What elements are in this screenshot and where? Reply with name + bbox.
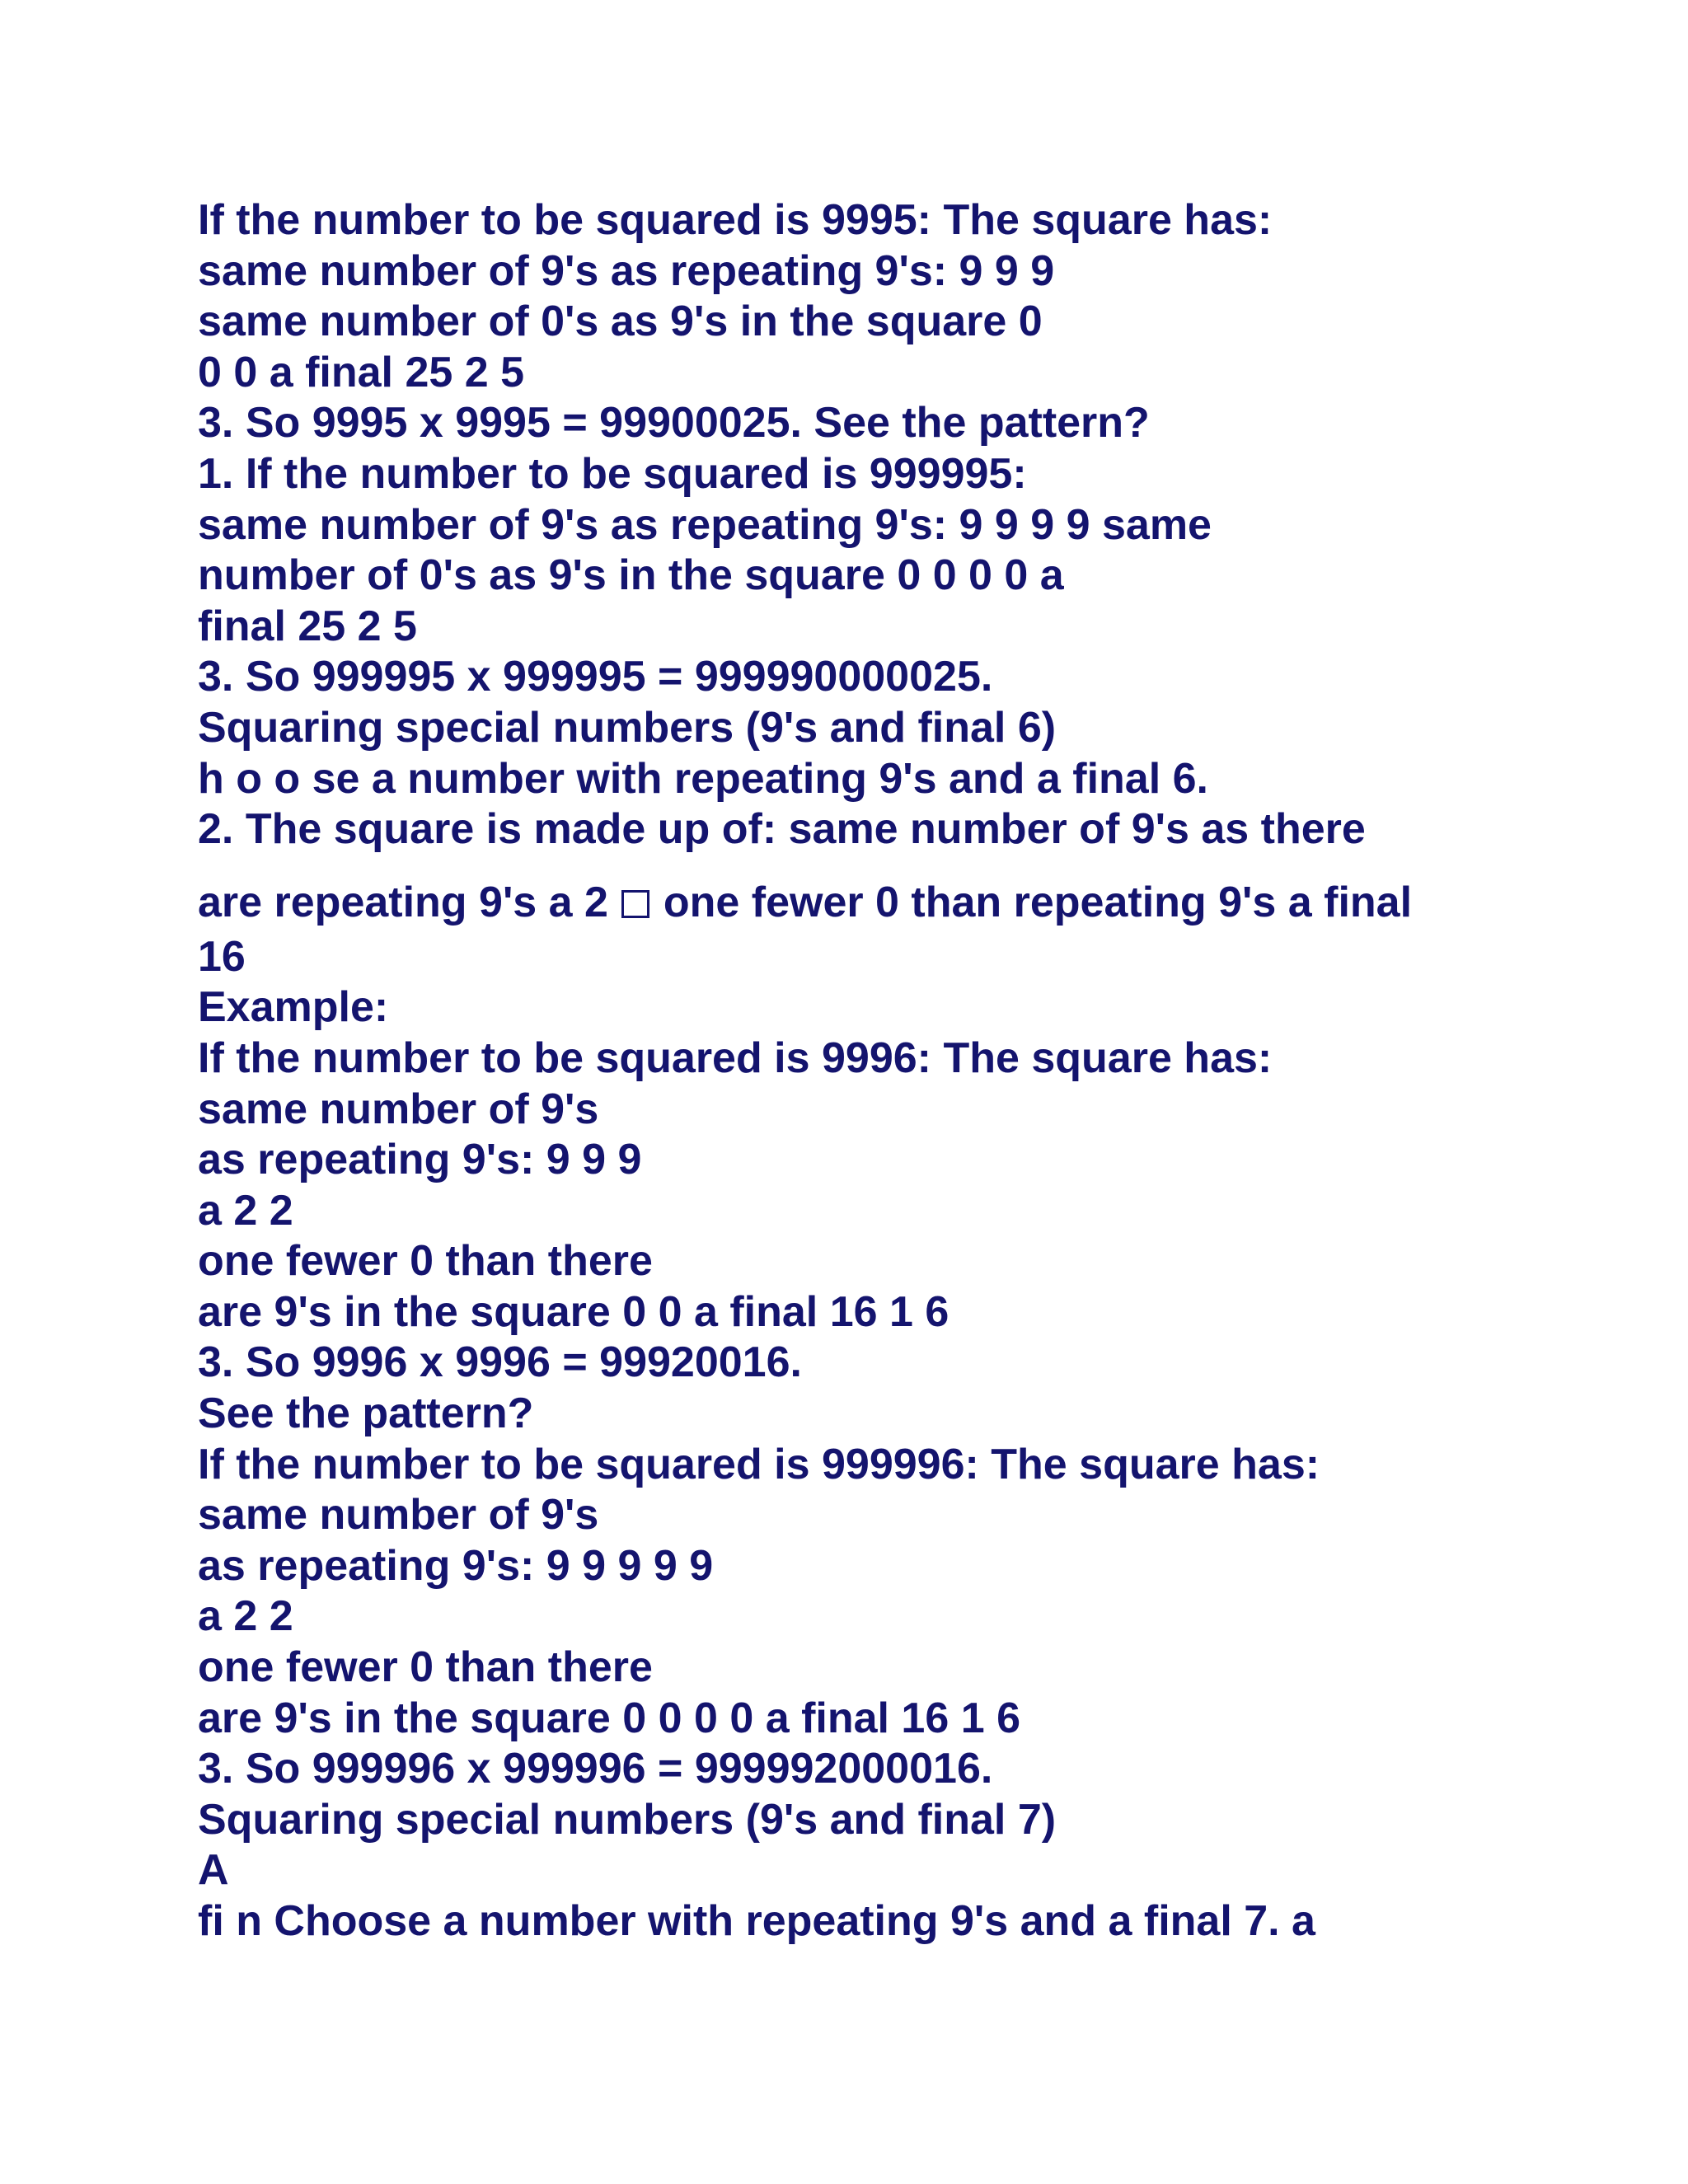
- text-fragment: one fewer 0 than repeating 9's a final: [651, 878, 1413, 926]
- text-line: as repeating 9's: 9 9 9 9 9: [198, 1541, 714, 1590]
- text-line: 2. The square is made up of: same number of 9's as there: [198, 805, 1366, 854]
- text-line: If the number to be squared is 9995: The square has:: [198, 196, 1273, 244]
- text-line: 16: [198, 932, 246, 981]
- text-line: one fewer 0 than there: [198, 1643, 653, 1692]
- text-line: fi n Choose a number with repeating 9's and a final 7. a: [198, 1897, 1315, 1945]
- text-line: same number of 9's as repeating 9's: 9 9 9 9 same: [198, 500, 1212, 549]
- text-line: a 2 2: [198, 1186, 293, 1235]
- text-fragment: are repeating 9's a 2: [198, 878, 621, 926]
- document-text: [198, 195, 1582, 1947]
- text-line: final 25 2 5: [198, 602, 417, 650]
- text-line: h o o se a number with repeating 9's and a final 6.: [198, 754, 1208, 803]
- text-line: 3. So 9996 x 9996 = 99920016.: [198, 1338, 802, 1387]
- text-line: 0 0 a final 25 2 5: [198, 348, 525, 396]
- text-line: 3. So 999995 x 999995 = 999990000025.: [198, 653, 993, 701]
- text-line: are 9's in the square 0 0 0 0 a final 16 1 6: [198, 1694, 1021, 1742]
- text-line: See the pattern?: [198, 1390, 534, 1438]
- text-line: are 9's in the square 0 0 a final 16 1 6: [198, 1287, 950, 1336]
- text-line: same number of 9's: [198, 1085, 599, 1133]
- text-line: one fewer 0 than there: [198, 1237, 653, 1286]
- text-line: same number of 9's: [198, 1491, 599, 1540]
- text-line-with-checkbox: [198, 878, 1582, 932]
- text-line: 3. So 9995 x 9995 = 99900025. See the pattern?: [198, 399, 1150, 448]
- text-line: Example:: [198, 983, 389, 1032]
- text-line: number of 0's as 9's in the square 0 0 0 0 a: [198, 551, 1064, 600]
- text-line: If the number to be squared is 9996: The square has:: [198, 1033, 1273, 1082]
- empty-box-icon: [621, 890, 649, 918]
- text-line: If the number to be squared is 999996: The square has:: [198, 1440, 1320, 1488]
- text-line: 1. If the number to be squared is 999995:: [198, 449, 1027, 498]
- text-line: Squaring special numbers (9's and final 7): [198, 1795, 1057, 1844]
- text-line: as repeating 9's: 9 9 9: [198, 1136, 642, 1184]
- text-line: 3. So 999996 x 999996 = 999992000016.: [198, 1745, 993, 1793]
- text-line: Squaring special numbers (9's and final 6): [198, 703, 1057, 752]
- text-line: same number of 0's as 9's in the square 0: [198, 298, 1043, 346]
- text-line: same number of 9's as repeating 9's: 9 9 9: [198, 246, 1055, 295]
- text-line: a 2 2: [198, 1592, 293, 1641]
- text-line: A: [198, 1846, 229, 1895]
